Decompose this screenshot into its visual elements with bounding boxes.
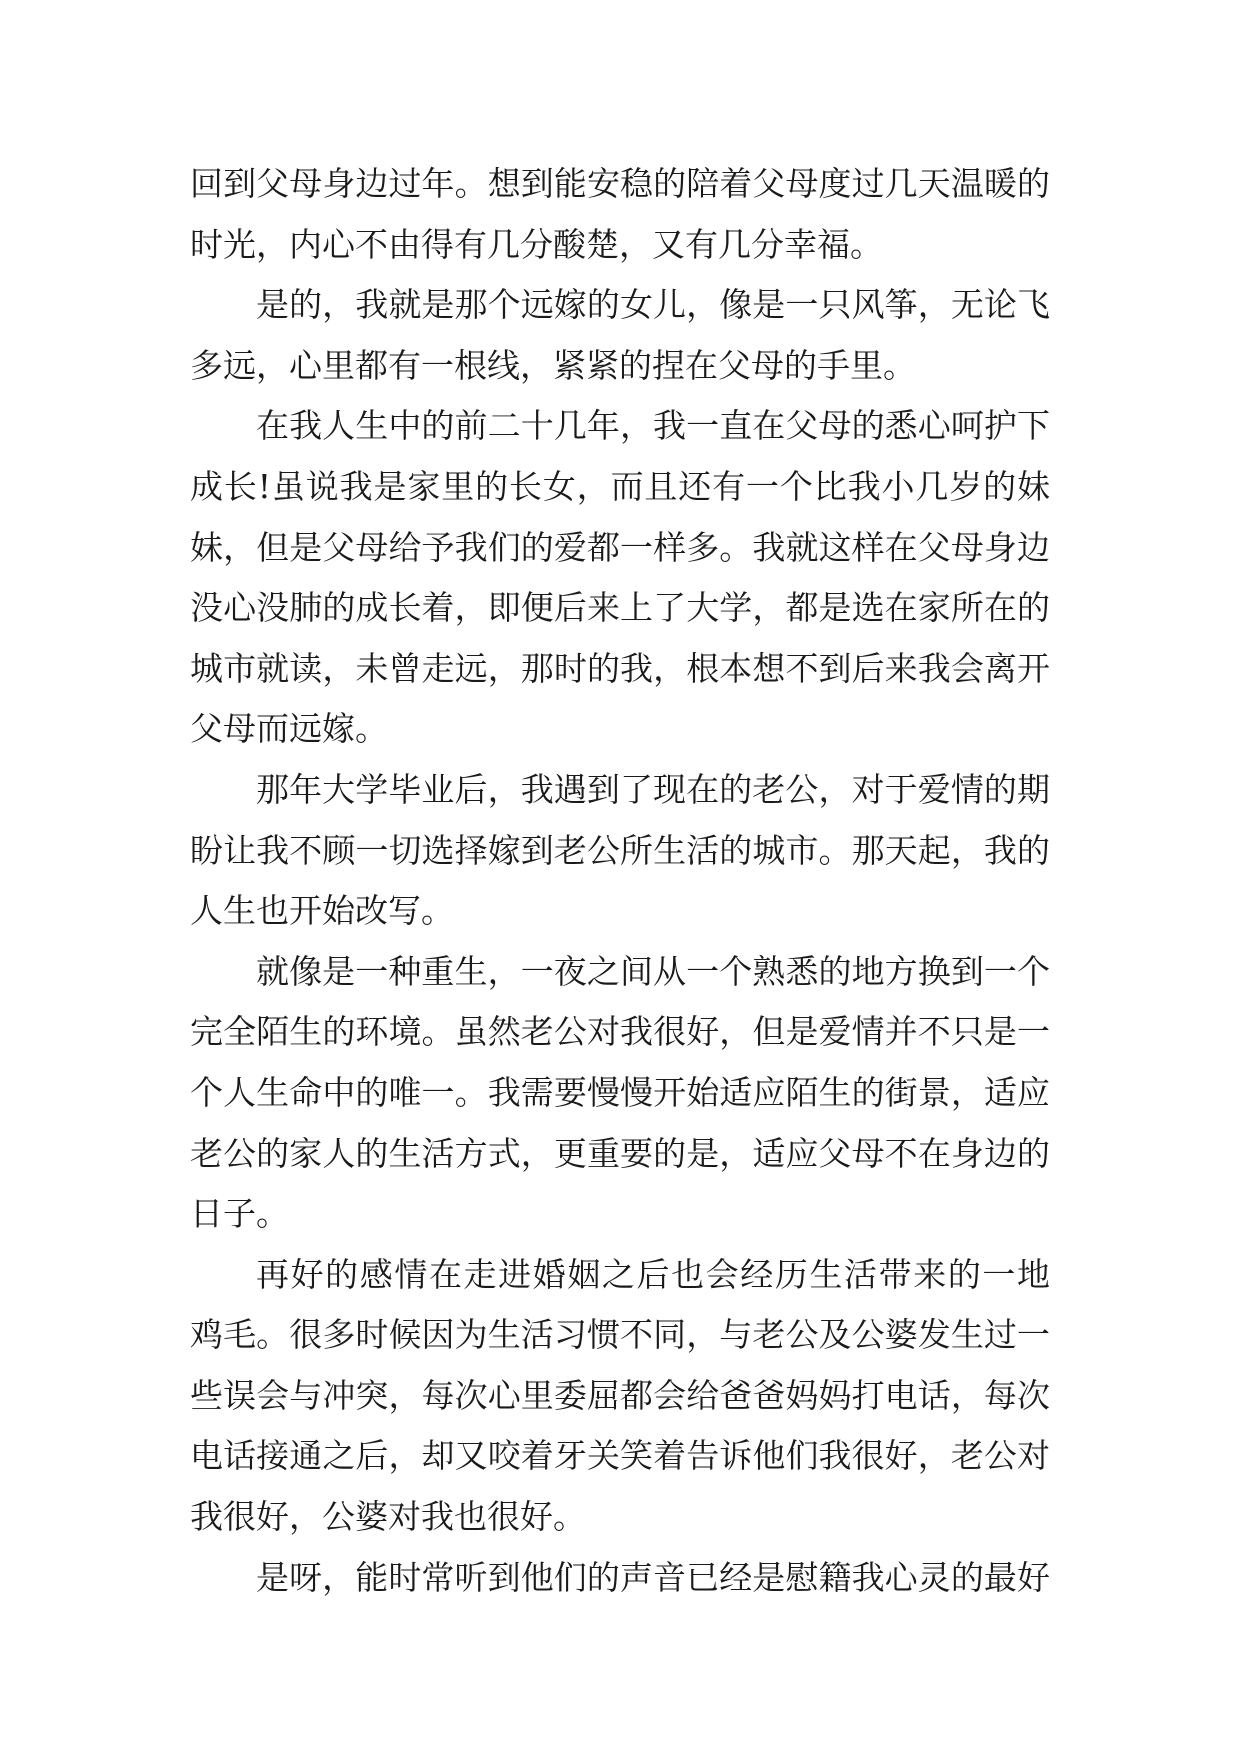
text-line: 鸡毛。很多时候因为生活习惯不同，与老公及公婆发生过一 [190,1315,1050,1355]
text-line: 妹，但是父母给予我们的爱都一样多。我就这样在父母身边 [190,527,1050,567]
text-line: 成长!虽说我是家里的长女，而且还有一个比我小几岁的妹 [190,466,1050,506]
text-line: 电话接通之后，却又咬着牙关笑着告诉他们我很好，老公对 [190,1436,1050,1476]
text-line: 那年大学毕业后，我遇到了现在的老公，对于爱情的期 [256,769,1050,809]
text-line: 个人生命中的唯一。我需要慢慢开始适应陌生的街景，适应 [190,1072,1050,1112]
text-line: 时光，内心不由得有几分酸楚，又有几分幸福。 [190,224,883,264]
text-line: 回到父母身边过年。想到能安稳的陪着父母度过几天温暖的 [190,164,1050,203]
text-line: 在我人生中的前二十几年，我一直在父母的悉心呵护下 [256,406,1050,446]
text-line: 老公的家人的生活方式，更重要的是，适应父母不在身边的 [190,1133,1050,1173]
text-line: 些误会与冲突，每次心里委屈都会给爸爸妈妈打电话，每次 [190,1375,1050,1415]
text-line: 日子。 [190,1194,289,1234]
text-line: 父母而远嫁。 [190,709,388,749]
text-line: 城市就读，未曾走远，那时的我，根本想不到后来我会离开 [190,648,1050,688]
text-line: 是呀，能时常听到他们的声音已经是慰籍我心灵的最好 [256,1557,1050,1597]
body-text [190,154,1050,1608]
text-line: 完全陌生的环境。虽然老公对我很好，但是爱情并不只是一 [190,1012,1050,1052]
text-line: 再好的感情在走进婚姻之后也会经历生活带来的一地 [256,1254,1050,1294]
text-line: 盼让我不顾一切选择嫁到老公所生活的城市。那天起，我的 [190,830,1050,870]
text-line: 人生也开始改写。 [190,891,454,931]
text-line: 就像是一种重生，一夜之间从一个熟悉的地方换到一个 [256,951,1050,991]
text-line: 我很好，公婆对我也很好。 [190,1497,586,1537]
text-line: 多远，心里都有一根线，紧紧的捏在父母的手里。 [190,345,916,385]
text-line: 是的，我就是那个远嫁的女儿，像是一只风筝，无论飞 [256,285,1050,325]
text-line: 没心没肺的成长着，即便后来上了大学，都是选在家所在的 [190,588,1050,628]
